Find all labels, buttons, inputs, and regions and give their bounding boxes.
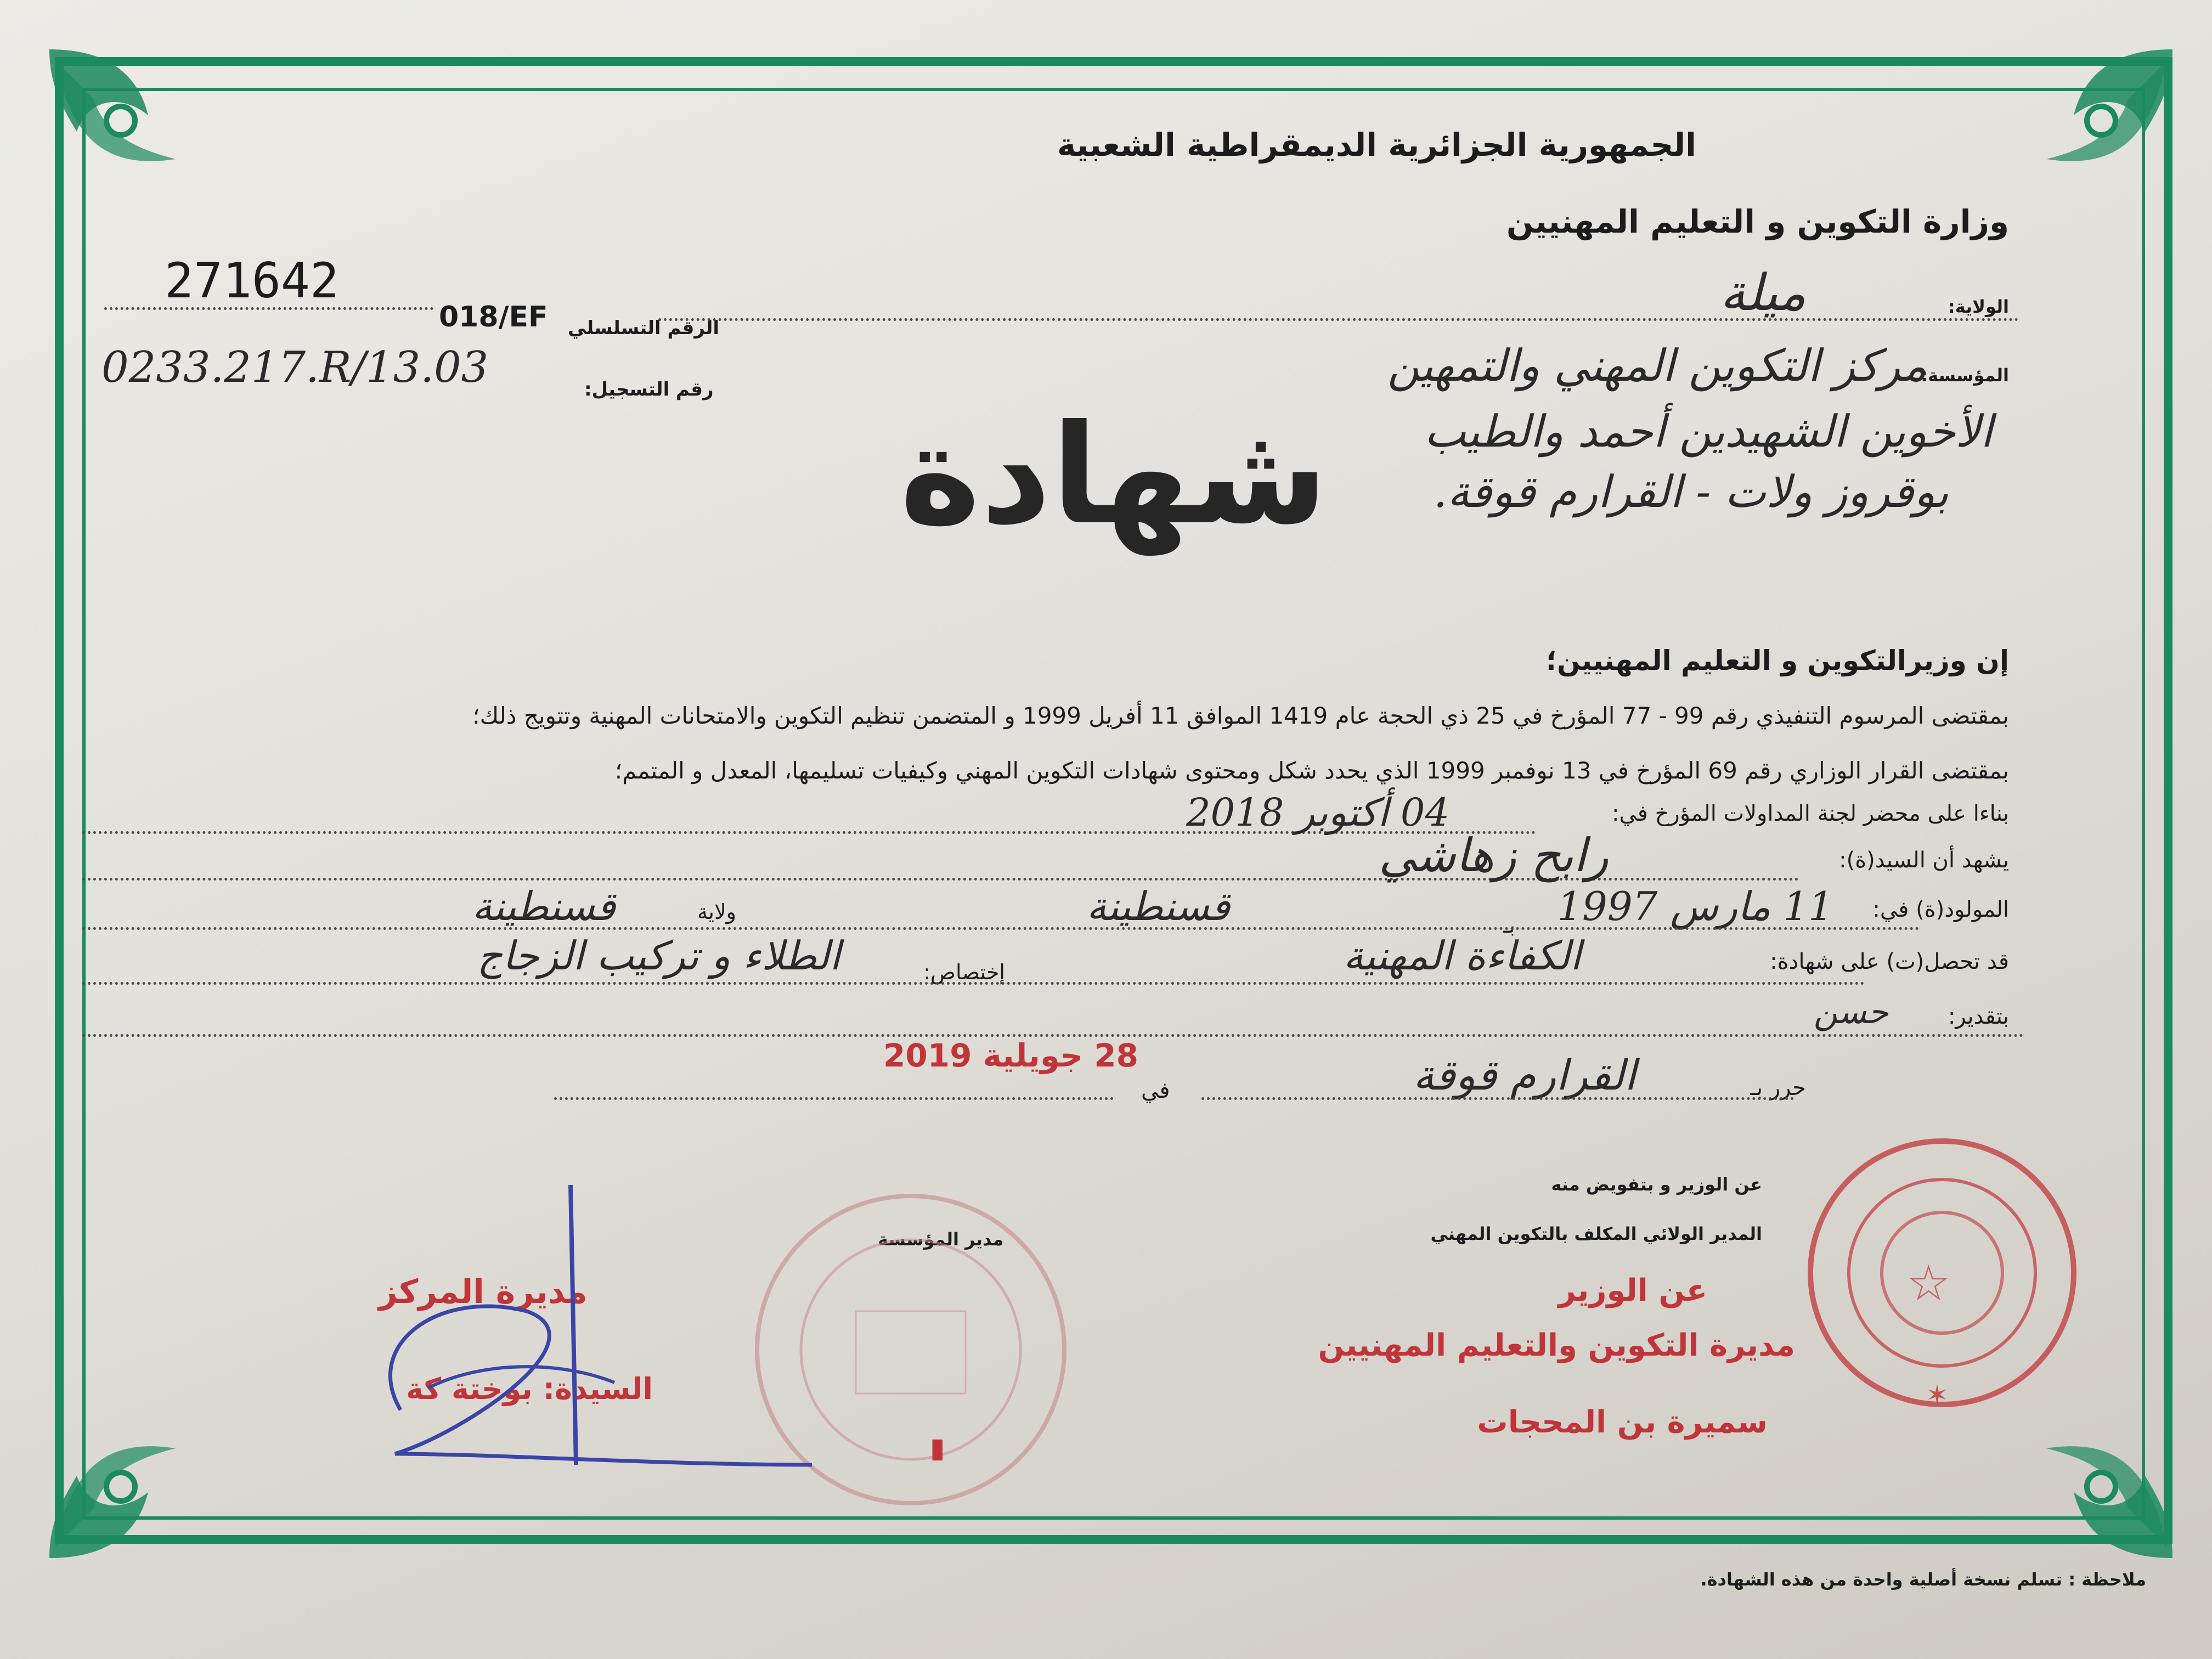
certificate-title: شهادة <box>900 395 1328 555</box>
institution-label: المؤسسة: <box>1921 365 2009 386</box>
certificate-type-label: قد تحصل(ت) على شهادة: <box>1770 949 2009 974</box>
serial-label: الرقم التسلسلي <box>568 317 719 339</box>
certificate-type-value: الكفاءة المهنية <box>1343 933 1581 979</box>
stamp-right-line-2: مديرة التكوين والتعليم المهنيين <box>1318 1328 1795 1363</box>
institution-line-2: الأخوين الشهيدين أحمد والطيب <box>1424 406 1993 457</box>
wilaya-dots <box>658 318 2019 321</box>
registration-label: رقم التسجيل: <box>584 379 714 400</box>
corner-ornament-top-left <box>38 38 269 269</box>
deliberation-date: 04 أكتوبر 2018 <box>1186 790 1449 835</box>
issued-at-label: حرر بـ <box>1750 1075 1806 1101</box>
born-dots <box>82 927 1920 930</box>
corner-ornament-bottom-left <box>38 1339 269 1569</box>
certificate-dots <box>82 982 1865 985</box>
copy-note: ملاحظة : تسلم نسخة أصلية واحدة من هذه الشهادة. <box>1700 1569 2146 1590</box>
director-label: مدير المؤسسة <box>878 1229 1004 1250</box>
stamp-left-line-1: مديرة المركز <box>379 1273 588 1311</box>
issued-at-value: القرارم قوقة <box>1413 1051 1636 1099</box>
clause-2: بمقتضى القرار الوزاري رقم 69 المؤرخ في 13 نوفمبر 1999 الذي يحدد شكل ومحتوى شهادات التكوين المهني وكيفيات تسليمها، المعدل و المتمم؛ <box>614 757 2009 784</box>
certify-label: يشهد أن السيد(ة): <box>1839 848 2009 873</box>
issue-date-stamp: 28 جويلية 2019 <box>883 1037 1139 1074</box>
born-place: قسنطينة <box>1086 883 1230 929</box>
issued-at-dots <box>1201 1097 1794 1100</box>
republic-heading: الجمهورية الجزائرية الديمقراطية الشعبية <box>1057 126 1696 163</box>
wilaya-director-title: المدير الولائي المكلف بالتكوين المهني <box>1430 1223 1762 1244</box>
red-dot-mark: ▮ <box>930 1432 945 1464</box>
issued-date-label: في <box>1141 1078 1170 1103</box>
svg-text:✶: ✶ <box>1926 1379 1949 1411</box>
deliberation-label: بناءا على محضر لجنة المداولات المؤرخ في: <box>1611 801 2009 826</box>
wilaya-label: الولاية: <box>1948 296 2009 317</box>
director-signature <box>329 1180 823 1487</box>
serial-code: 018/EF <box>439 301 548 334</box>
born-date: 11 مارس 1997 <box>1557 883 1833 929</box>
grade-value: حسن <box>1813 993 1888 1031</box>
official-seal-right <box>1799 1130 2085 1415</box>
stamp-right-line-3: سميرة بن المحجات <box>1477 1404 1768 1440</box>
specialty-label: إختصاص: <box>923 960 1005 984</box>
specialty-value: الطلاء و تركيب الزجاج <box>477 933 840 979</box>
wilaya-value: ميلة <box>1720 263 1806 322</box>
born-label: المولود(ة) في: <box>1872 897 2009 922</box>
serial-dots <box>104 307 433 310</box>
born-wilaya-label: ولاية <box>697 900 736 924</box>
issued-date-dots <box>554 1097 1114 1100</box>
svg-text:☆: ☆ <box>1906 1255 1951 1312</box>
intro-line: إن وزيرالتكوين و التعليم المهنيين؛ <box>1545 645 2009 676</box>
clause-1: بمقتضى المرسوم التنفيذي رقم 99 - 77 المؤرخ في 25 ذي الحجة عام 1419 الموافق 11 أفريل 1999 و المتضمن تنظيم التكوين والامتحانات المهنية وتتويج ذلك؛ <box>472 702 2009 729</box>
institution-line-3: بوقروز ولات - القرارم قوقة. <box>1433 466 1949 517</box>
registration-value: 0233.217.R/13.03 <box>101 343 489 392</box>
serial-number-value: 271642 <box>165 252 339 309</box>
certify-name: رابح زهاشي <box>1378 828 1609 882</box>
stamp-right-line-1: عن الوزير <box>1558 1273 1707 1308</box>
born-at-label: بـ <box>1503 913 1515 938</box>
ministry-heading: وزارة التكوين و التعليم المهنيين <box>1506 203 2009 240</box>
stamp-left-line-2: السيدة: بوختة كة <box>406 1372 653 1406</box>
institution-line-1: مركز التكوين المهني والتمهين <box>1387 340 1927 391</box>
born-wilaya: قسنطينة <box>472 883 616 929</box>
grade-label: بتقدير: <box>1948 1004 2009 1029</box>
minister-delegation: عن الوزير و بتفويض منه <box>1551 1174 1762 1195</box>
